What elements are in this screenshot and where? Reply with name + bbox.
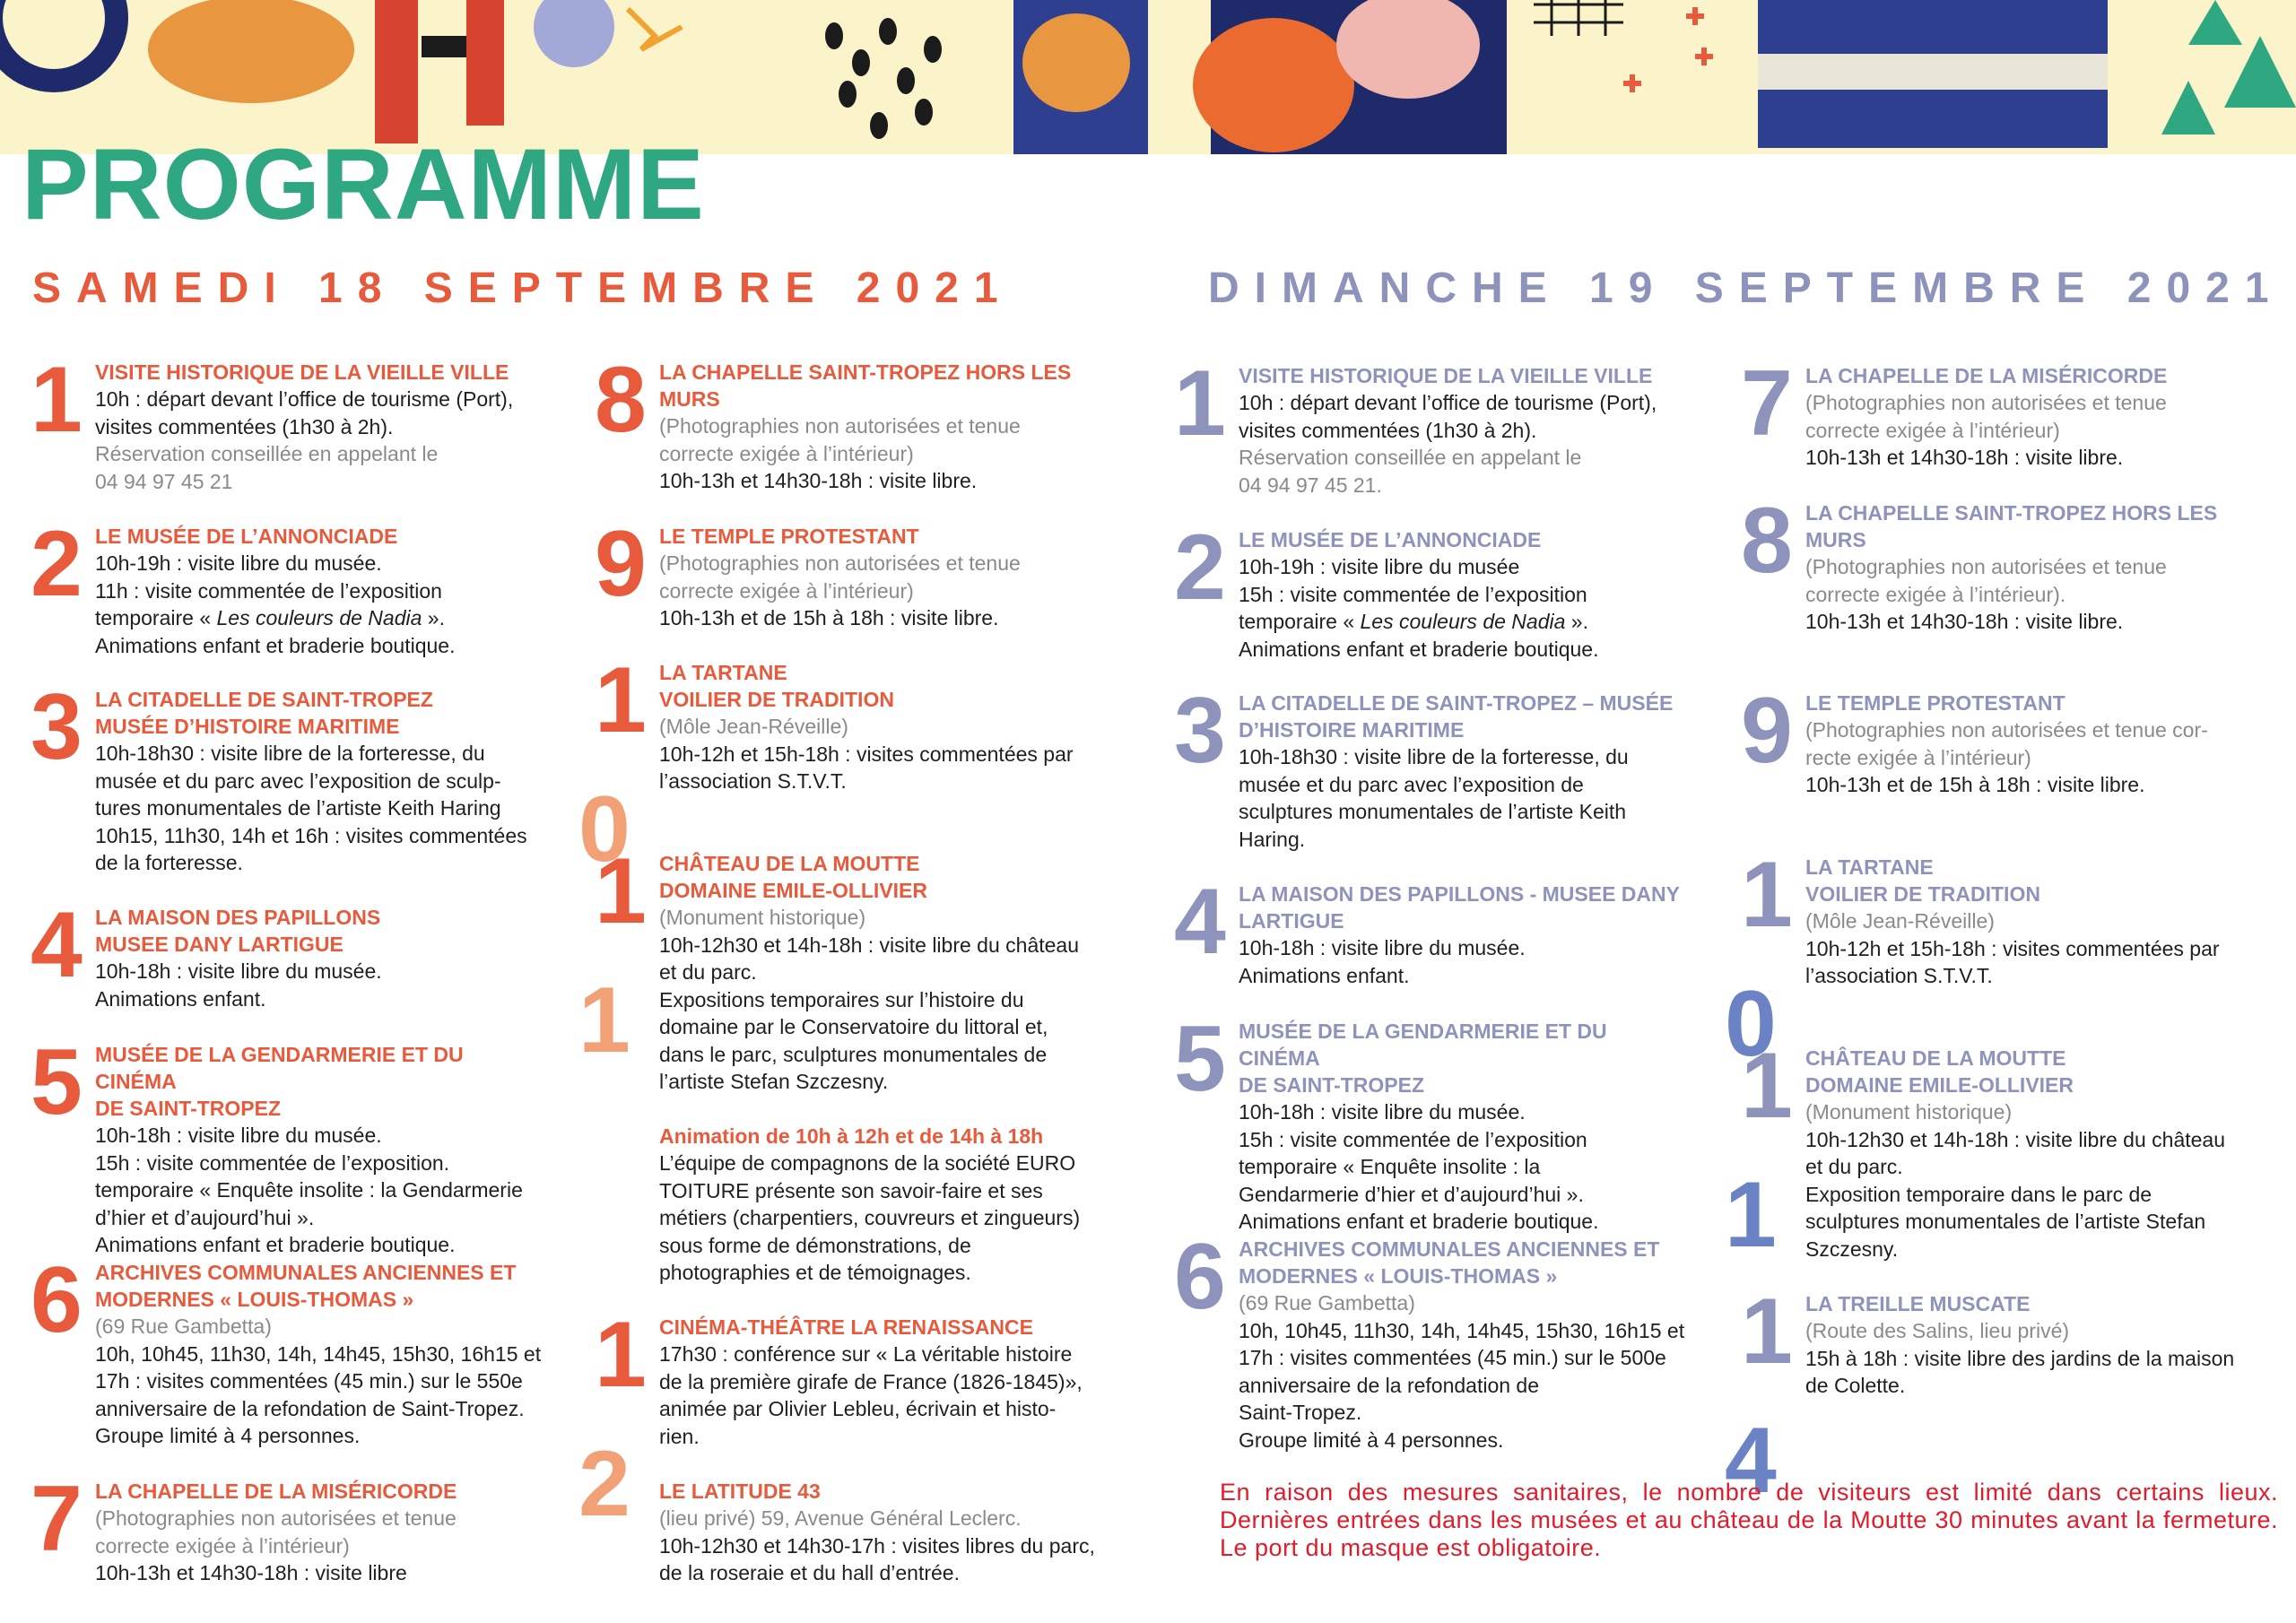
event-detail: 10h-13h et 14h30-18h : visite libre. [1805,610,2124,633]
event-detail: Animations enfant et braderie boutique. [1239,1210,1599,1233]
event-item [1174,870,1685,989]
event-title: MUSÉE D’HISTOIRE MARITIME [95,715,400,738]
event-body [95,904,542,1012]
event-number-digit: 9 [1741,679,1793,783]
event-number [1174,870,1241,974]
event-detail: 15h : visite commentée de l’exposition [1239,582,1587,606]
event-item [30,512,542,659]
event-detail: 10h : départ devant l’office de tourisme (Port), [95,387,514,411]
event-detail: 17h : visites commentées (45 min.) sur le 550e [95,1369,523,1393]
event-number-digit: 1 [595,839,647,943]
event-number [578,1303,662,1536]
event-number [30,1030,98,1134]
event-number-digit: 1 [595,648,647,752]
event-body [1805,1045,2252,1263]
event-body [1239,881,1685,989]
event-detail: de Colette. [1805,1374,1906,1397]
event-number [1174,516,1241,620]
event-detail: rien. [659,1424,700,1448]
event-title: MUSÉE DE LA GENDARMERIE ET DU CINÉMA [1239,1020,1607,1070]
event-item [30,1467,542,1587]
event-body [95,523,542,659]
event-number [578,839,662,1072]
event-number [1725,1280,1808,1513]
event-detail: l’association S.T.V.T. [1805,964,1993,987]
event-item [1725,1034,2252,1267]
event-detail: Gendarmerie d’hier et d’aujourd’hui ». [1239,1182,1584,1206]
event-number [1174,1225,1241,1329]
event-title: LE LATITUDE 43 [659,1480,821,1503]
event-note: (Photographies non autorisées et tenue [659,414,1021,438]
event-title: DOMAINE EMILE-OLLIVIER [659,879,927,902]
event-body [1805,499,2252,636]
event-detail: TOITURE présente son savoir-faire et ses [659,1178,1043,1202]
event-number-digit: 3 [30,675,83,779]
event-detail: 10h-13h et 14h30-18h : visite libre. [659,469,978,492]
event-detail: 10h-13h et 14h30-18h : visite libre [95,1561,407,1584]
event-detail: 15h à 18h : visite libre des jardins de la maison [1805,1346,2235,1370]
event-number [1741,352,1808,456]
event-title: LA CHAPELLE SAINT-TROPEZ HORS LES [659,360,1072,384]
event-number [1741,679,1808,783]
event-number-digit: 1 [1741,1280,1793,1384]
event-item [30,1248,542,1450]
event-note: (Route des Salins, lieu privé) [1805,1319,2070,1342]
event-item [1174,679,1685,853]
event-detail: 10h-12h et 15h-18h : visites commentées par [659,742,1074,766]
event-number [595,512,662,616]
event-detail: 10h-18h30 : visite libre de la forteresse, du [95,742,485,765]
event-note: (Photographies non autorisées et tenue [659,551,1021,575]
event-number-digit: 7 [1741,352,1793,456]
event-detail: L’équipe de compagnons de la société EURO [659,1151,1076,1175]
event-number-digit: 9 [595,512,647,616]
event-note: (Môle Jean-Réveille) [659,715,848,738]
event-number-digit: 6 [30,1248,83,1352]
event-detail: 15h : visite commentée de l’exposition. [95,1150,450,1175]
event-title: VISITE HISTORIQUE DE LA VIEILLE VILLE [95,360,509,384]
event-title: VOILIER DE TRADITION [1805,882,2040,906]
event-body [1805,690,2252,799]
event-detail: 10h15, 11h30, 14h et 16h : visites commentées [95,823,527,847]
event-number-digit: 7 [30,1467,83,1571]
event-title: Animation de 10h à 12h et de 14h à 18h [659,1124,1044,1148]
event-number [1174,1007,1241,1111]
event-item [1174,1225,1685,1454]
event-title: LE MUSÉE DE L’ANNONCIADE [95,525,398,548]
event-note: correcte exigée à l’intérieur). [1805,582,2066,606]
event-title: MODERNES « LOUIS-THOMAS » [95,1288,414,1311]
event-title: MURS [1805,528,1866,551]
event-number [30,893,98,997]
event-detail: 10h-13h et 14h30-18h : visite libre. [1805,446,2124,469]
event-number [578,648,662,881]
event-title: LA TARTANE [659,661,787,684]
event-title: LE MUSÉE DE L’ANNONCIADE [1239,528,1542,551]
event-body [659,659,1106,795]
event-title: VISITE HISTORIQUE DE LA VIEILLE VILLE [1239,364,1653,387]
event-number-digit: 1 [30,348,83,452]
event-body [1239,690,1685,853]
event-item [1725,1280,2252,1513]
event-number-digit: 6 [1174,1225,1226,1329]
event-detail: 17h : visites commentées (45 min.) sur le 500e [1239,1346,1666,1369]
event-body [659,523,1106,632]
event-note: (Photographies non autorisées et tenue [95,1506,457,1530]
event-detail: temporaire « Enquête insolite : la Gendarmerie [95,1178,523,1202]
event-number [1725,843,1808,1076]
event-item [1741,679,2252,799]
event-title: D’HISTOIRE MARITIME [1239,718,1465,742]
event-title: LA CITADELLE DE SAINT-TROPEZ [95,688,433,711]
event-detail: de la forteresse. [95,851,243,874]
event-number-digit: 1 [1174,352,1226,456]
event-number-digit: 4 [1725,1409,1777,1513]
event-body [659,850,1106,1096]
event-body [95,359,542,495]
event-item [595,348,1106,495]
sanitary-notice: En raison des mesures sanitaires, le nombre de visiteurs est limité dans certains lieux. Dernières entrées dans les musées et au château de la Moutte 30 minutes avant la fermeture. Le port du masque est obligatoire. [1220,1479,2278,1561]
event-detail: Exposition temporaire dans le parc de [1805,1182,2152,1206]
event-detail: visites commentées (1h30 à 2h). [1239,418,1537,442]
event-title: DOMAINE EMILE-OLLIVIER [1805,1073,2074,1097]
event-detail: de la première girafe de France (1826-1845)», [659,1369,1083,1393]
event-number [30,512,98,616]
event-detail: Groupe limité à 4 personnes. [1239,1428,1504,1452]
event-detail: musée et du parc avec l’exposition de sculp- [95,768,501,793]
event-item [30,893,542,1012]
event-item [1174,516,1685,663]
event-detail: temporaire « Les couleurs de Nadia ». [1239,610,1588,633]
event-item [595,512,1106,632]
event-detail: temporaire « Les couleurs de Nadia ». [95,606,445,629]
event-detail: 17h30 : conférence sur « La véritable histoire [659,1342,1073,1366]
event-title: CHÂTEAU DE LA MOUTTE [1805,1046,2066,1070]
event-body [95,686,542,877]
event-number-digit: 8 [1741,489,1793,593]
event-body [1239,1236,1685,1454]
event-number [1741,489,1808,593]
event-detail: 10h-12h30 et 14h-18h : visite libre du château [1805,1127,2225,1151]
event-note: (lieu privé) 59, Avenue Général Leclerc. [659,1506,1022,1530]
event-detail: Expositions temporaires sur l’histoire du [659,987,1024,1011]
event-detail: musée et du parc avec l’exposition de [1239,772,1584,796]
event-detail: Saint-Tropez. [1239,1401,1362,1424]
event-note: (69 Rue Gambetta) [1239,1291,1415,1315]
event-detail: d’hier et d’aujourd’hui ». [95,1205,315,1229]
event-detail: Animations enfant et braderie boutique. [95,1233,456,1256]
event-detail: 10h-13h et de 15h à 18h : visite libre. [659,606,999,629]
saturday-heading: SAMEDI 18 SEPTEMBRE 2021 [32,265,1013,312]
event-detail: 10h-12h et 15h-18h : visites commentées par [1805,936,2220,960]
event-number [30,348,98,452]
event-title: MODERNES « LOUIS-THOMAS » [1239,1264,1558,1288]
event-number [1725,1034,1808,1267]
event-detail: tures monumentales de l’artiste Keith Haring [95,796,501,820]
event-body [1239,362,1685,499]
sunday-heading: DIMANCHE 19 SEPTEMBRE 2021 [1208,265,2284,312]
event-item [595,1123,1106,1287]
event-detail: 10h-13h et de 15h à 18h : visite libre. [1805,773,2145,796]
event-detail: 15h : visite commentée de l’exposition [1239,1127,1587,1151]
event-title: MUSÉE DE LA GENDARMERIE ET DU CINÉMA [95,1043,464,1093]
event-detail: Groupe limité à 4 personnes. [95,1424,361,1447]
event-title: LE TEMPLE PROTESTANT [1805,691,2066,715]
event-detail: 10h-12h30 et 14h-18h : visite libre du château [659,933,1079,957]
event-title: MURS [659,387,720,411]
event-detail: anniversaire de la refondation de [1239,1373,1540,1397]
event-detail: temporaire « Enquête insolite : la [1239,1155,1541,1178]
event-title: CHÂTEAU DE LA MOUTTE [659,852,920,875]
event-number-digit: 1 [595,1303,647,1407]
event-note: correcte exigée à l’intérieur) [659,441,914,465]
event-note: Réservation conseillée en appelant le [1239,446,1582,469]
event-note: correcte exigée à l’intérieur) [659,578,914,603]
event-detail: de la roseraie et du hall d’entrée. [659,1561,960,1584]
event-title: ARCHIVES COMMUNALES ANCIENNES ET [95,1261,517,1284]
page-title: PROGRAMME [22,128,705,240]
event-detail: et du parc. [1805,1155,1903,1178]
event-note: (Môle Jean-Réveille) [1805,909,1995,933]
event-title: DE SAINT-TROPEZ [1239,1073,1425,1097]
event-title: ARCHIVES COMMUNALES ANCIENNES ET [1239,1237,1660,1261]
event-detail: 10h-18h : visite libre du musée. [95,1124,382,1147]
event-title: LA CHAPELLE SAINT-TROPEZ HORS LES [1805,501,2218,525]
event-body [1239,526,1685,663]
event-title: LA MAISON DES PAPILLONS [95,906,381,929]
event-number-digit: 2 [30,512,83,616]
event-detail: 10h, 10h45, 11h30, 14h, 14h45, 15h30, 16h15 et [95,1341,542,1366]
event-body [1805,362,2252,472]
event-detail: 10h-12h30 et 14h30-17h : visites libres du parc, [659,1533,1095,1558]
event-note: recte exigée à l’intérieur) [1805,745,2031,769]
event-number [1174,679,1241,783]
event-number-digit: 0 [578,777,631,881]
event-detail: photographies et de témoignages. [659,1261,971,1284]
event-detail: Szczesny. [1805,1237,1899,1261]
event-detail: l’artiste Stefan Szczesny. [659,1070,889,1093]
event-number-digit: 5 [30,1030,83,1134]
event-title: CINÉMA-THÉÂTRE LA RENAISSANCE [659,1315,1033,1339]
event-detail: 10h, 10h45, 11h30, 14h, 14h45, 15h30, 16h15 et [1239,1318,1685,1342]
event-detail: 10h-19h : visite libre du musée. [95,551,382,575]
event-body [1805,1290,2252,1400]
event-item [578,839,1106,1096]
event-detail: 11h : visite commentée de l’exposition [95,578,442,603]
event-body [95,1259,542,1450]
event-number [30,675,98,779]
event-number [595,348,662,452]
event-detail: 10h : départ devant l’office de tourisme (Port), [1239,391,1657,414]
event-note: 04 94 97 45 21. [1239,473,1382,497]
event-detail: et du parc. [659,960,757,984]
event-detail: sous forme de démonstrations, de [659,1233,971,1257]
event-detail: Animations enfant et braderie boutique. [1239,637,1599,661]
event-item [1741,489,2252,636]
event-number-digit: 4 [30,893,83,997]
event-title: MUSEE DANY LARTIGUE [95,933,344,956]
event-detail: dans le parc, sculptures monumentales de [659,1042,1048,1066]
event-item [595,1478,1106,1587]
event-item [1741,352,2252,472]
event-note: 04 94 97 45 21 [95,469,233,493]
event-body [1239,1018,1685,1236]
event-detail: sculptures monumentales de l’artiste Keith [1239,800,1627,823]
event-number [30,1248,98,1352]
event-item [1174,352,1685,499]
event-detail: anniversaire de la refondation de Saint-Tropez. [95,1396,525,1420]
event-title: DE SAINT-TROPEZ [95,1097,282,1120]
event-detail: 10h-18h : visite libre du musée. [95,959,382,983]
event-title: VOILIER DE TRADITION [659,688,894,711]
event-number-digit: 1 [1725,1163,1777,1267]
event-note: correcte exigée à l’intérieur) [95,1533,350,1558]
event-detail: 10h-19h : visite libre du musée [1239,555,1520,578]
event-number-digit: 0 [1725,972,1777,1076]
event-number-digit: 2 [578,1432,631,1536]
event-item [30,348,542,495]
event-number-digit: 3 [1174,679,1226,783]
event-body [95,1478,542,1587]
event-item [1174,1007,1685,1236]
event-number-digit: 8 [595,348,647,452]
event-detail: Animations enfant. [1239,963,1410,987]
event-detail: 10h-18h : visite libre du musée. [1239,1100,1526,1124]
event-note: (69 Rue Gambetta) [95,1315,272,1338]
event-number-digit: 1 [1741,1034,1793,1138]
event-body [659,359,1106,495]
event-detail: Animations enfant. [95,986,266,1011]
event-detail: animée par Olivier Lebleu, écrivain et histo- [659,1397,1057,1420]
event-number-digit: 1 [578,968,631,1072]
event-detail: Animations enfant et braderie boutique. [95,633,456,657]
event-body [1805,854,2252,990]
event-note: (Photographies non autorisées et tenue [1805,391,2167,414]
event-note: Réservation conseillée en appelant le [95,442,439,465]
event-number-digit: 2 [1174,516,1226,620]
event-detail: Haring. [1239,827,1306,851]
event-detail: métiers (charpentiers, couvreurs et zingueurs) [659,1206,1081,1229]
event-number-digit: 1 [1741,843,1793,947]
event-number-digit: 4 [1174,870,1226,974]
event-title: LA TREILLE MUSCATE [1805,1292,2031,1315]
event-number [1174,352,1241,456]
event-title: LA CHAPELLE DE LA MISÉRICORDE [95,1480,457,1503]
event-note: (Photographies non autorisées et tenue cor- [1805,718,2208,742]
event-item [30,675,542,877]
event-note: (Monument historique) [1805,1100,2013,1124]
event-detail: 10h-18h : visite libre du musée. [1239,936,1526,959]
event-body [659,1314,1106,1450]
event-title: LA MAISON DES PAPILLONS - MUSEE DANY [1239,882,1680,906]
event-note: correcte exigée à l’intérieur) [1805,418,2060,442]
event-number-digit: 5 [1174,1007,1226,1111]
event-detail: visites commentées (1h30 à 2h). [95,414,394,438]
event-title: LA CITADELLE DE SAINT-TROPEZ – MUSÉE [1239,691,1674,715]
event-title: LARTIGUE [1239,909,1344,933]
event-detail: sculptures monumentales de l’artiste Stefan [1805,1210,2206,1233]
event-detail: 10h-18h30 : visite libre de la forteresse, du [1239,745,1629,768]
event-detail: domaine par le Conservatoire du littoral et, [659,1015,1048,1038]
event-body [95,1041,542,1259]
event-note: (Monument historique) [659,906,866,929]
event-number [30,1467,98,1571]
event-note: (Photographies non autorisées et tenue [1805,555,2167,578]
event-title: LA CHAPELLE DE LA MISÉRICORDE [1805,364,2168,387]
event-body [659,1478,1106,1587]
event-body [659,1123,1106,1287]
event-title: LE TEMPLE PROTESTANT [659,525,919,548]
event-title: LA TARTANE [1805,855,1934,879]
event-item [30,1030,542,1259]
event-detail: l’association S.T.V.T. [659,769,847,793]
